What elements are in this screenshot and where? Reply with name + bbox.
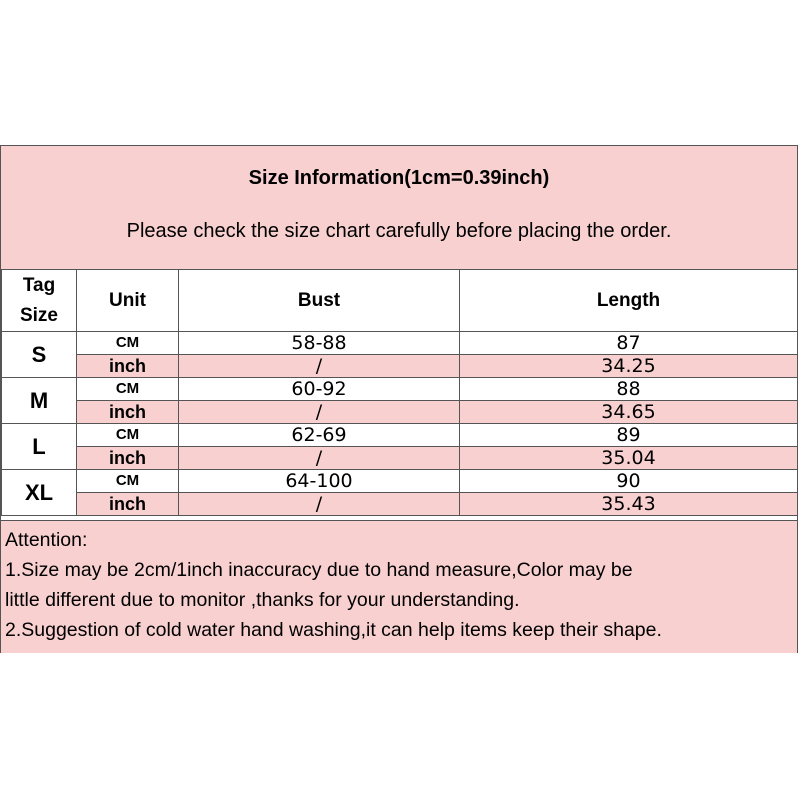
table-row bbox=[2, 470, 798, 493]
size-label: XL bbox=[2, 470, 77, 516]
unit-cm: CM bbox=[77, 378, 179, 401]
length-inch: 35.04 bbox=[460, 447, 798, 470]
length-cm: 89 bbox=[460, 424, 798, 447]
bust-inch: / bbox=[179, 355, 460, 378]
table-row bbox=[2, 355, 798, 378]
length-inch: 35.43 bbox=[460, 493, 798, 516]
attention-notes bbox=[1, 520, 797, 653]
unit-cm: CM bbox=[77, 424, 179, 447]
notes-heading: Attention: bbox=[5, 529, 88, 551]
chart-header bbox=[1, 146, 797, 270]
unit-inch: inch bbox=[77, 447, 179, 470]
length-header: Length bbox=[460, 270, 798, 332]
unit-cm: CM bbox=[77, 470, 179, 493]
unit-header: Unit bbox=[77, 270, 179, 332]
bust-cm: 60-92 bbox=[179, 378, 460, 401]
notes-line: 1.Size may be 2cm/1inch inaccuracy due to hand measure,Color may be bbox=[5, 559, 633, 581]
tag-header-line2: Size bbox=[19, 304, 59, 326]
chart-title: Size Information(1cm=0.39inch) bbox=[248, 167, 550, 189]
notes-line: little different due to monitor ,thanks for your understanding. bbox=[5, 589, 520, 611]
size-chart bbox=[0, 145, 798, 653]
header-row bbox=[2, 270, 798, 332]
tag-size-header bbox=[2, 270, 77, 332]
notes-line: 2.Suggestion of cold water hand washing,it can help items keep their shape. bbox=[5, 619, 662, 641]
chart-subtitle: Please check the size chart carefully before placing the order. bbox=[126, 220, 672, 242]
bust-cm: 62-69 bbox=[179, 424, 460, 447]
length-cm: 90 bbox=[460, 470, 798, 493]
length-inch: 34.65 bbox=[460, 401, 798, 424]
size-label: L bbox=[2, 424, 77, 470]
bust-inch: / bbox=[179, 447, 460, 470]
size-label: M bbox=[2, 378, 77, 424]
bust-header: Bust bbox=[179, 270, 460, 332]
bust-cm: 58-88 bbox=[179, 332, 460, 355]
unit-inch: inch bbox=[77, 401, 179, 424]
length-cm: 88 bbox=[460, 378, 798, 401]
table-row bbox=[2, 401, 798, 424]
bust-cm: 64-100 bbox=[179, 470, 460, 493]
table-row bbox=[2, 424, 798, 447]
table-row bbox=[2, 332, 798, 355]
table-row bbox=[2, 378, 798, 401]
bust-inch: / bbox=[179, 493, 460, 516]
unit-cm: CM bbox=[77, 332, 179, 355]
table-row bbox=[2, 447, 798, 470]
table-row bbox=[2, 493, 798, 516]
size-table bbox=[1, 269, 798, 516]
tag-header-line1: Tag bbox=[22, 274, 56, 296]
length-inch: 34.25 bbox=[460, 355, 798, 378]
unit-inch: inch bbox=[77, 355, 179, 378]
length-cm: 87 bbox=[460, 332, 798, 355]
bust-inch: / bbox=[179, 401, 460, 424]
size-label: S bbox=[2, 332, 77, 378]
unit-inch: inch bbox=[77, 493, 179, 516]
